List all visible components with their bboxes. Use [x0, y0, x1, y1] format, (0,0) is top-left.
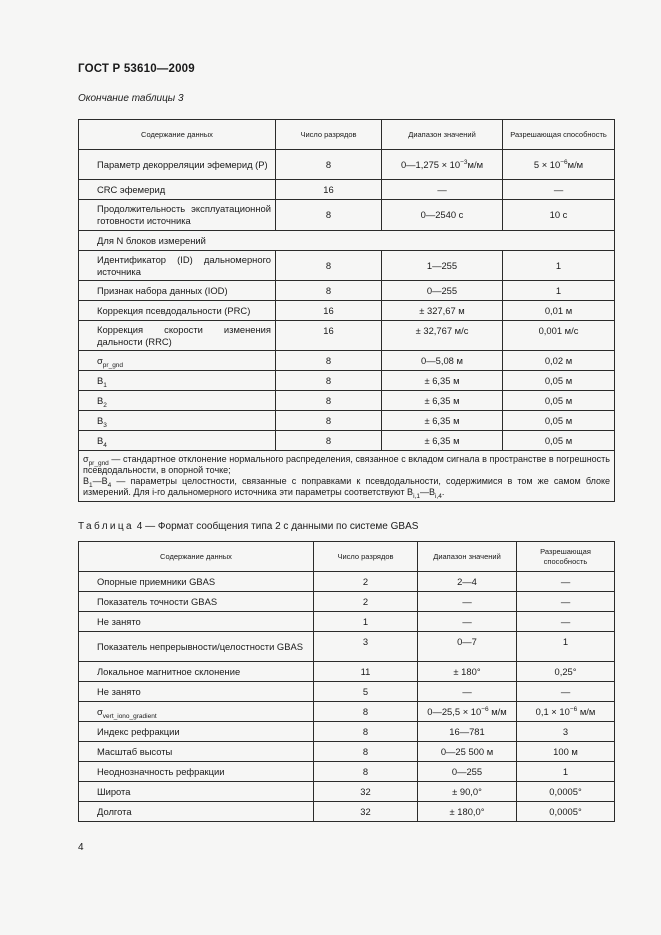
cell-resolution: 1	[503, 281, 615, 301]
table-row	[79, 702, 615, 722]
cell-resolution: 100 м	[517, 742, 615, 762]
cell-content: $\sigma_{vert\_iono\_gradient}$	[79, 702, 314, 722]
table-row	[79, 662, 615, 682]
cell-resolution: —	[517, 612, 615, 632]
cell-content: Показатель точности GBAS	[79, 592, 314, 612]
table-row	[79, 231, 615, 251]
cell-content: Не занято	[79, 682, 314, 702]
column-header: Разрешающая способность	[503, 120, 615, 150]
document-header: ГОСТ Р 53610—2009	[78, 63, 195, 75]
cell-range: —	[418, 612, 517, 632]
cell-content: Продолжительность эксплуатационной готовности источника	[79, 200, 276, 231]
table-row	[79, 150, 615, 180]
cell-bits: 3	[314, 632, 418, 662]
cell-content: Долгота	[79, 802, 314, 822]
cell-resolution: 10 с	[503, 200, 615, 231]
table-row	[79, 391, 615, 411]
cell-range: ± 32,767 м/с	[382, 321, 503, 351]
cell-range: 0—5,08 м	[382, 351, 503, 371]
cell-content: $B_1$	[79, 371, 276, 391]
cell-resolution: —	[503, 180, 615, 200]
cell-resolution: 3	[517, 722, 615, 742]
cell-range: 0—1,275 × $10^{-3}м/м$	[382, 150, 503, 180]
table-row	[79, 411, 615, 431]
cell-content: Признак набора данных (IOD)	[79, 281, 276, 301]
column-header: Содержание данных	[79, 542, 314, 572]
cell-content: Коррекция псевдодальности (PRC)	[79, 301, 276, 321]
table-notes-row	[79, 451, 615, 502]
table-row	[79, 321, 615, 351]
cell-content: $B_2$	[79, 391, 276, 411]
cell-resolution: 0,0005°	[517, 802, 615, 822]
cell-bits: 32	[314, 782, 418, 802]
cell-content: Локальное магнитное склонение	[79, 662, 314, 682]
cell-resolution: 0,25°	[517, 662, 615, 682]
cell-resolution: 0,001 м/с	[503, 321, 615, 351]
cell-resolution: 0,01 м	[503, 301, 615, 321]
table-notes: $\sigma_{pr\_gnd}$ — стандартное отклонение нормального распределения, связанное с вкладом сигнала в пространстве в погрешность псевдодальности, в опорной точке; $B_1—B_4$ — параметры целостности, связанные с поправками к псевдодальности, содержимися в том же самом блоке измерений. Для i-го дальномерного источника эти параметры соответствуют $B_{i,1}—B_{i,4}$.	[79, 451, 615, 502]
cell-range: ± 180°	[418, 662, 517, 682]
table-row	[79, 632, 615, 662]
cell-bits: 8	[276, 391, 382, 411]
cell-bits: 8	[276, 281, 382, 301]
table-3	[78, 119, 615, 502]
cell-range: 16—781	[418, 722, 517, 742]
table-row	[79, 351, 615, 371]
table-row	[79, 612, 615, 632]
cell-bits: 8	[314, 762, 418, 782]
cell-resolution: —	[517, 682, 615, 702]
cell-content: Опорные приемники GBAS	[79, 572, 314, 592]
table-3-caption: Окончание таблицы 3	[78, 93, 184, 104]
cell-range: 2—4	[418, 572, 517, 592]
cell-range: ± 6,35 м	[382, 391, 503, 411]
cell-bits: 2	[314, 592, 418, 612]
table-row	[79, 281, 615, 301]
cell-content: Идентификатор (ID) дальномерного источника	[79, 251, 276, 281]
table-row	[79, 180, 615, 200]
cell-range: ± 327,67 м	[382, 301, 503, 321]
cell-content: Показатель непрерывности/целостности GBAS	[79, 632, 314, 662]
table-row	[79, 301, 615, 321]
cell-content: Не занято	[79, 612, 314, 632]
cell-content: Широта	[79, 782, 314, 802]
cell-bits: 8	[314, 742, 418, 762]
cell-range: —	[418, 682, 517, 702]
cell-bits: 8	[276, 150, 382, 180]
table-row	[79, 802, 615, 822]
cell-bits: 8	[276, 371, 382, 391]
cell-content: Индекс рефракции	[79, 722, 314, 742]
table-4-caption: Таблица 4 — Формат сообщения типа 2 с данными по системе GBAS	[78, 521, 419, 532]
cell-bits: 8	[314, 702, 418, 722]
cell-resolution: 0,05 м	[503, 431, 615, 451]
table-row	[79, 682, 615, 702]
cell-resolution: 1	[503, 251, 615, 281]
cell-resolution: 0,05 м	[503, 411, 615, 431]
cell-bits: 16	[276, 301, 382, 321]
cell-range: ± 6,35 м	[382, 431, 503, 451]
column-header: Диапазон значений	[382, 120, 503, 150]
cell-resolution: 0,05 м	[503, 391, 615, 411]
cell-content: $B_4$	[79, 431, 276, 451]
cell-bits: 8	[276, 200, 382, 231]
cell-bits: 8	[276, 431, 382, 451]
table-row	[79, 572, 615, 592]
cell-range: 0—7	[418, 632, 517, 662]
cell-range: 0—255	[382, 281, 503, 301]
cell-range: 0—255	[418, 762, 517, 782]
cell-range: 1—255	[382, 251, 503, 281]
cell-section-heading: Для N блоков измерений	[79, 231, 615, 251]
column-header: Диапазон значений	[418, 542, 517, 572]
cell-range: 0—2540 с	[382, 200, 503, 231]
cell-content: CRC эфемерид	[79, 180, 276, 200]
table-row	[79, 782, 615, 802]
table-header-row	[79, 542, 615, 572]
cell-resolution: $0,1 \times 10^{-6}$ м/м	[517, 702, 615, 722]
cell-bits: 2	[314, 572, 418, 592]
cell-bits: 8	[276, 351, 382, 371]
cell-resolution: 0,0005°	[517, 782, 615, 802]
cell-resolution: 1	[517, 632, 615, 662]
table-row	[79, 431, 615, 451]
table-row	[79, 592, 615, 612]
cell-range: ± 180,0°	[418, 802, 517, 822]
cell-bits: 1	[314, 612, 418, 632]
cell-content: Неоднозначность рефракции	[79, 762, 314, 782]
cell-content: $\sigma_{pr\_gnd}$	[79, 351, 276, 371]
table-4	[78, 541, 615, 822]
table-row	[79, 200, 615, 231]
cell-resolution: 0,05 м	[503, 371, 615, 391]
cell-bits: 8	[276, 411, 382, 431]
cell-range: ± 6,35 м	[382, 411, 503, 431]
column-header: Число разрядов	[314, 542, 418, 572]
column-header: Число разрядов	[276, 120, 382, 150]
table-header-row	[79, 120, 615, 150]
cell-range: 0—25 500 м	[418, 742, 517, 762]
table-row	[79, 251, 615, 281]
cell-bits: 11	[314, 662, 418, 682]
cell-range: 0—25,5 × $10^{-6}$ м/м	[418, 702, 517, 722]
cell-resolution: —	[517, 592, 615, 612]
cell-resolution: $5 \times 10^{-6}м/м$	[503, 150, 615, 180]
cell-bits: 8	[276, 251, 382, 281]
cell-content: Коррекция скорости изменения дальности (RRC)	[79, 321, 276, 351]
cell-range: —	[382, 180, 503, 200]
page-number: 4	[78, 842, 84, 853]
cell-content: $B_3$	[79, 411, 276, 431]
cell-content: Масштаб высоты	[79, 742, 314, 762]
cell-range: ± 90,0°	[418, 782, 517, 802]
table-row	[79, 762, 615, 782]
cell-bits: 5	[314, 682, 418, 702]
cell-bits: 16	[276, 321, 382, 351]
cell-resolution: 0,02 м	[503, 351, 615, 371]
table-row	[79, 722, 615, 742]
table-row	[79, 742, 615, 762]
cell-range: ± 6,35 м	[382, 371, 503, 391]
cell-resolution: 1	[517, 762, 615, 782]
cell-bits: 16	[276, 180, 382, 200]
cell-bits: 8	[314, 722, 418, 742]
cell-range: —	[418, 592, 517, 612]
cell-content: Параметр декорреляции эфемерид (P)	[79, 150, 276, 180]
table-row	[79, 371, 615, 391]
column-header: Содержание данных	[79, 120, 276, 150]
column-header: Разрешающая способность	[517, 542, 615, 572]
cell-bits: 32	[314, 802, 418, 822]
cell-resolution: —	[517, 572, 615, 592]
